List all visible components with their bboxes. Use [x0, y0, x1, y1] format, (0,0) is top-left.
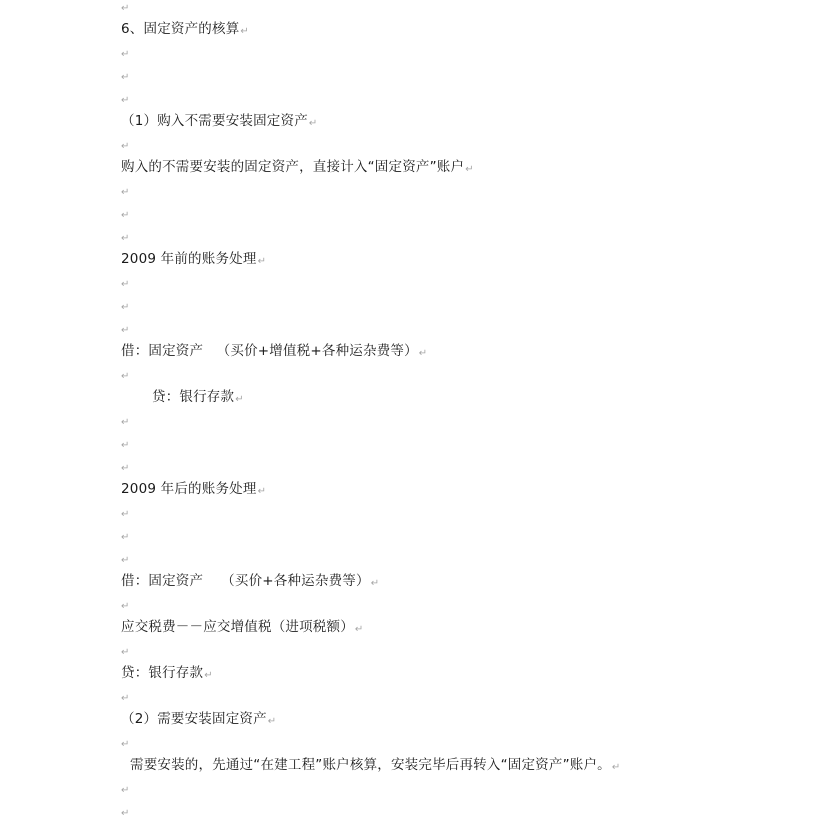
empty-paragraph	[121, 594, 130, 614]
empty-paragraph	[121, 226, 130, 246]
empty-paragraph	[121, 410, 130, 430]
empty-paragraph	[121, 65, 130, 85]
paragraph-mark-icon: ↵	[465, 164, 474, 175]
empty-paragraph	[121, 180, 130, 200]
empty-paragraph	[121, 801, 130, 821]
empty-paragraph	[121, 0, 130, 16]
paragraph-text: 贷：银行存款	[121, 665, 204, 681]
empty-paragraph	[121, 525, 130, 545]
paragraph-text: 贷：银行存款	[152, 389, 235, 405]
empty-paragraph	[121, 548, 130, 568]
paragraph-mark-icon: ↵	[121, 141, 130, 152]
empty-paragraph	[121, 456, 130, 476]
paragraph-mark-icon: ↵	[370, 578, 380, 589]
paragraph-mark-icon: ↵	[121, 325, 130, 336]
paragraph-mark-icon: ↵	[121, 302, 130, 313]
paragraph-mark-icon: ↵	[121, 739, 130, 750]
paragraph-mark-icon: ↵	[121, 371, 130, 382]
paragraph-mark-icon: ↵	[267, 716, 277, 727]
paragraph-mark-icon: ↵	[257, 256, 267, 267]
paragraph-mark-icon: ↵	[121, 785, 130, 796]
paragraph-mark-icon: ↵	[121, 95, 130, 106]
paragraph-text: 购入的不需要安装的固定资产，直接计入“固定资产”账户	[121, 159, 465, 175]
paragraph-mark-icon: ↵	[121, 532, 130, 543]
paragraph-text: 应交税费－－应交增值税（进项税额）	[121, 619, 354, 635]
paragraph-mark-icon: ↵	[121, 417, 130, 428]
section-heading	[121, 19, 249, 39]
empty-paragraph	[121, 433, 130, 453]
paragraph-mark-icon: ↵	[121, 279, 130, 290]
journal-entry-debit	[121, 571, 379, 591]
paragraph-text: 2009 年前的账务处理	[121, 251, 257, 267]
empty-paragraph	[121, 732, 130, 752]
body-paragraph	[130, 755, 620, 775]
paragraph-mark-icon: ↵	[121, 210, 130, 221]
paragraph-mark-icon: ↵	[240, 26, 249, 37]
paragraph-text: 需要安装的，先通过“在建工程”账户核算，安装完毕后再转入“固定资产”账户。	[130, 757, 611, 773]
empty-paragraph	[121, 42, 130, 62]
paragraph-mark-icon: ↵	[121, 555, 130, 566]
empty-paragraph	[121, 364, 130, 384]
paragraph-mark-icon: ↵	[121, 233, 130, 244]
empty-paragraph	[121, 686, 130, 706]
empty-paragraph	[121, 640, 130, 660]
paragraph-mark-icon: ↵	[121, 601, 130, 612]
subheading-text: （1）购入不需要安装固定资产	[121, 113, 308, 129]
journal-entry-debit	[121, 341, 427, 361]
paragraph-mark-icon: ↵	[257, 486, 267, 497]
empty-paragraph	[121, 272, 130, 292]
body-paragraph	[121, 249, 266, 269]
paragraph-mark-icon: ↵	[308, 118, 318, 129]
paragraph-text: 借：固定资产 （买价+增值税+各种运杂费等）	[121, 343, 418, 359]
empty-paragraph	[121, 778, 130, 798]
paragraph-mark-icon: ↵	[418, 348, 428, 359]
paragraph-mark-icon: ↵	[204, 670, 213, 681]
paragraph-mark-icon: ↵	[121, 187, 130, 198]
empty-paragraph	[121, 134, 130, 154]
journal-entry-credit	[152, 387, 244, 407]
paragraph-mark-icon: ↵	[121, 647, 130, 658]
empty-paragraph	[121, 203, 130, 223]
empty-paragraph	[121, 88, 130, 108]
paragraph-mark-icon: ↵	[121, 72, 130, 83]
empty-paragraph	[121, 318, 130, 338]
paragraph-mark-icon: ↵	[121, 509, 130, 520]
paragraph-mark-icon: ↵	[611, 762, 621, 773]
paragraph-mark-icon: ↵	[121, 463, 130, 474]
paragraph-mark-icon: ↵	[235, 394, 244, 405]
paragraph-mark-icon: ↵	[121, 3, 130, 14]
body-paragraph	[121, 157, 474, 177]
paragraph-text: 借：固定资产 （买价+各种运杂费等）	[121, 573, 370, 589]
body-paragraph	[121, 479, 266, 499]
paragraph-mark-icon: ↵	[121, 440, 130, 451]
paragraph-mark-icon: ↵	[121, 693, 130, 704]
empty-paragraph	[121, 502, 130, 522]
subsection-heading	[121, 111, 317, 131]
paragraph-text: 2009 年后的账务处理	[121, 481, 257, 497]
journal-entry-credit	[121, 663, 213, 683]
paragraph-mark-icon: ↵	[354, 624, 364, 635]
empty-paragraph	[121, 295, 130, 315]
paragraph-mark-icon: ↵	[121, 808, 130, 819]
subheading-text: （2）需要安装固定资产	[121, 711, 267, 727]
paragraph-mark-icon: ↵	[121, 49, 130, 60]
subsection-heading	[121, 709, 276, 729]
heading-text: 6、固定资产的核算	[121, 21, 240, 37]
journal-entry-tax	[121, 617, 364, 637]
